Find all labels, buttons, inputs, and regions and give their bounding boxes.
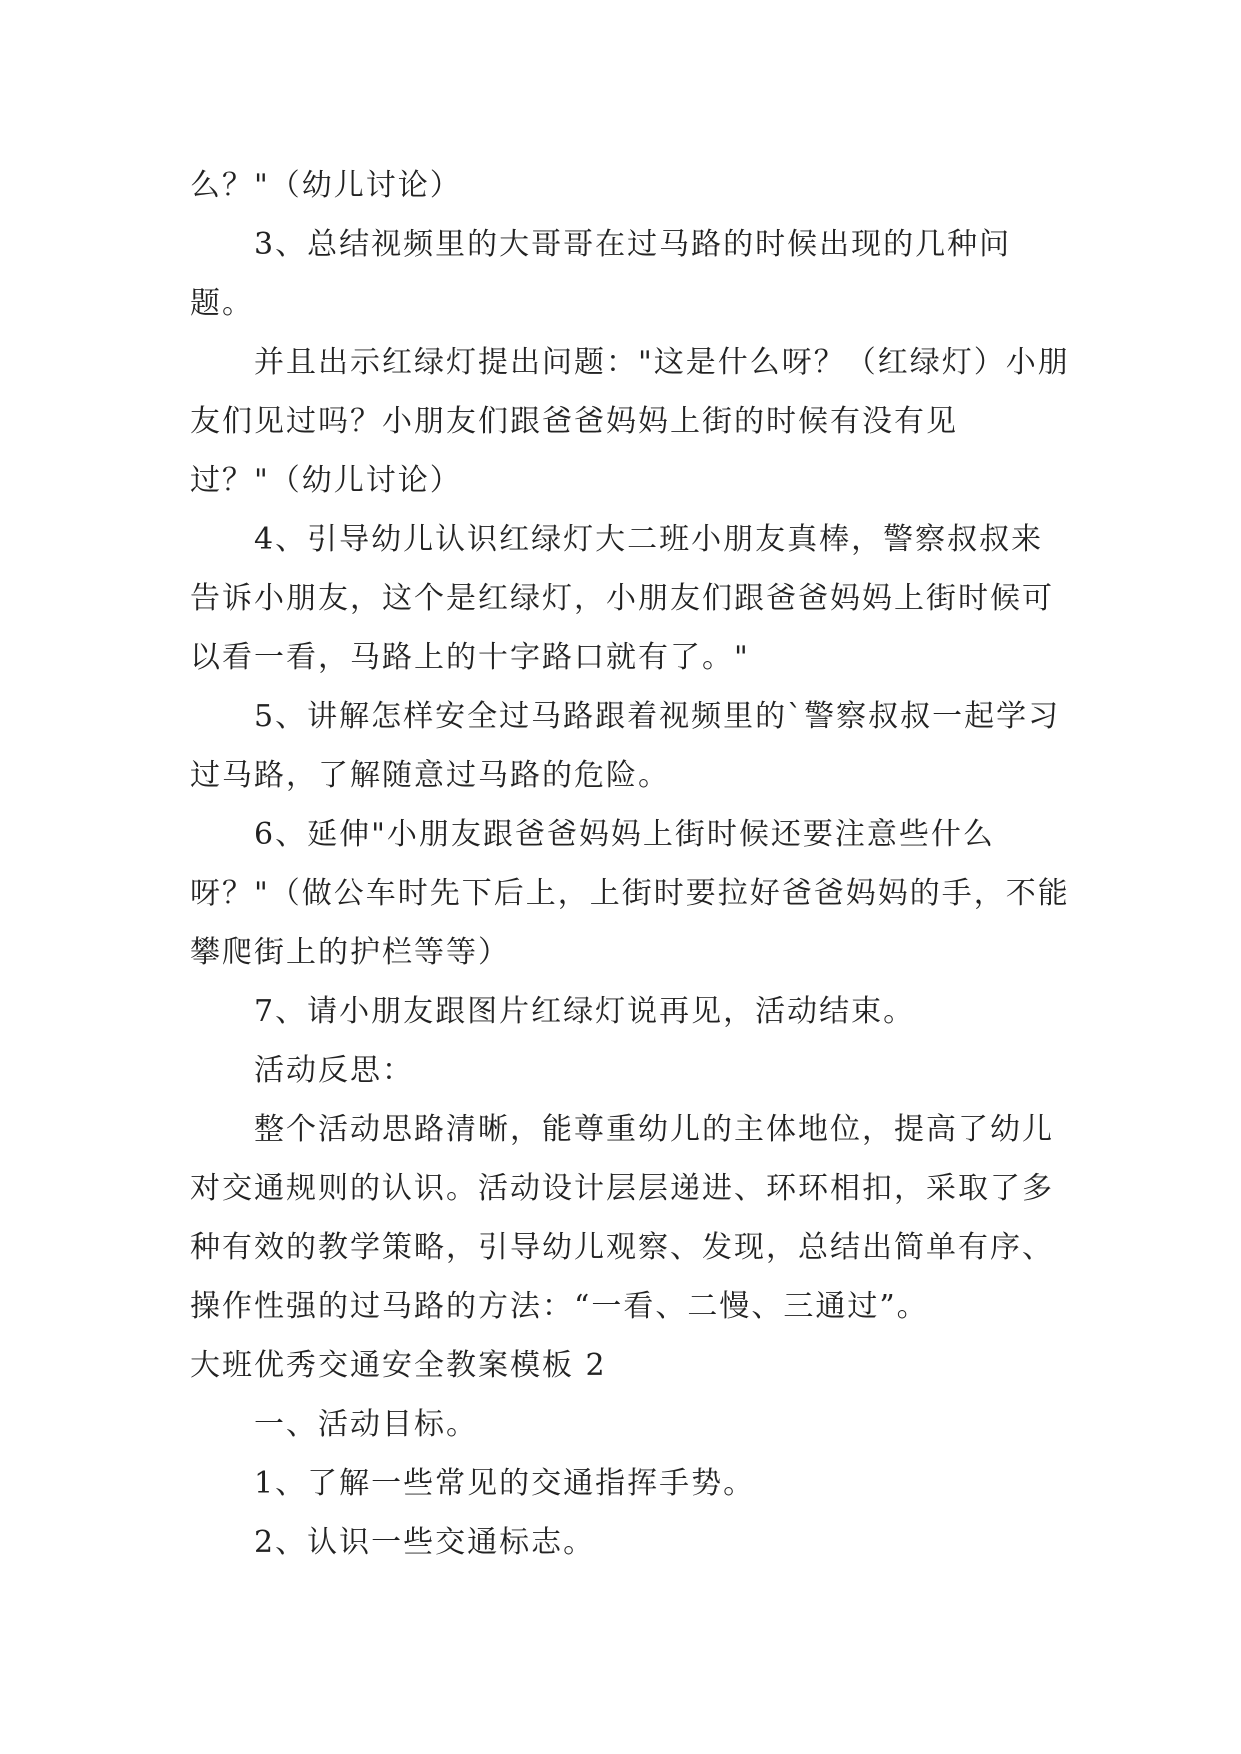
paragraph-goals-heading: 一、活动目标。 [254, 1407, 478, 1442]
paragraph-step-5: 5、讲解怎样安全过马路跟着视频里的`警察叔叔一起学习过马路，了解随意过马路的危险。 [190, 699, 1061, 793]
paragraph-reflection-heading: 活动反思： [254, 1053, 414, 1088]
paragraph-goal-2: 2、认识一些交通标志。 [254, 1525, 596, 1560]
paragraph-reflection-body: 整个活动思路清晰，能尊重幼儿的主体地位，提高了幼儿对交通规则的认识。活动设计层层递进、环环相扣，采取了多种有效的教学策略，引导幼儿观察、发现，总结出简单有序、操作性强的过马路的方法：“一看、二慢、三通过”。 [190, 1112, 1054, 1324]
paragraph-goal-1: 1、了解一些常见的交通指挥手势。 [254, 1466, 756, 1501]
paragraph-step-7: 7、请小朋友跟图片红绿灯说再见，活动结束。 [254, 994, 916, 1029]
paragraph-continuation: 么？"（幼儿讨论） [190, 168, 462, 203]
document-body [190, 156, 1070, 1572]
section-title: 大班优秀交通安全教案模板 2 [190, 1348, 607, 1383]
paragraph-traffic-light-question: 并且出示红绿灯提出问题："这是什么呀？（红绿灯）小朋友们见过吗？小朋友们跟爸爸妈妈上街的时候有没有见过？"（幼儿讨论） [190, 345, 1070, 498]
paragraph-step-4: 4、引导幼儿认识红绿灯大二班小朋友真棒，警察叔叔来告诉小朋友，这个是红绿灯，小朋友们跟爸爸妈妈上街时候可以看一看，马路上的十字路口就有了。" [190, 522, 1054, 675]
paragraph-step-6: 6、延伸"小朋友跟爸爸妈妈上街时候还要注意些什么呀？"（做公车时先下后上，上街时要拉好爸爸妈妈的手，不能攀爬街上的护栏等等） [190, 817, 1070, 970]
paragraph-step-3: 3、总结视频里的大哥哥在过马路的时候出现的几种问题。 [190, 227, 1012, 321]
